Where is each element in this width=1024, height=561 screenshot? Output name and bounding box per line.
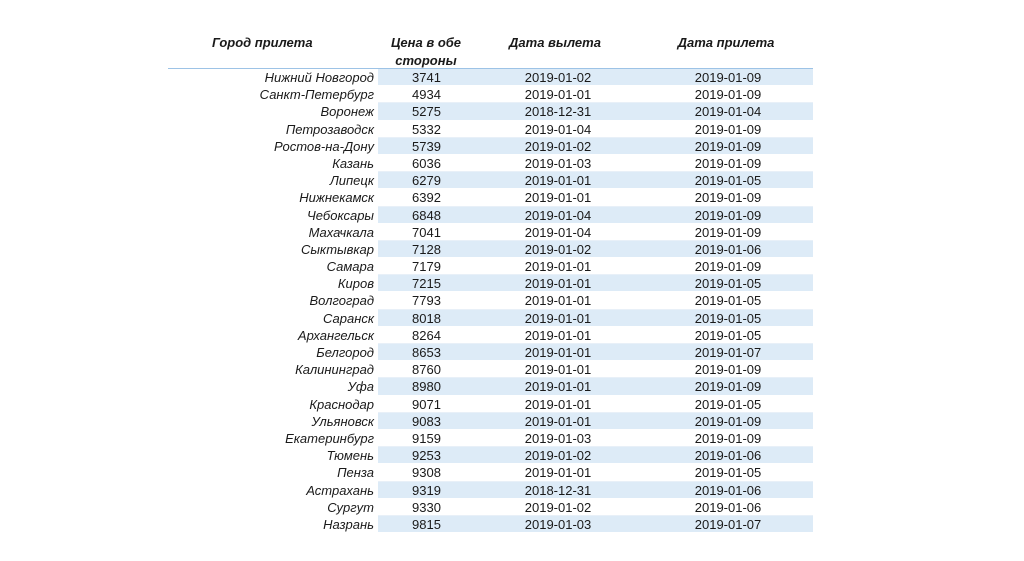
arrival-date-cell: 2019-01-09	[694, 190, 762, 206]
price-cell: 9159	[412, 430, 441, 446]
departure-date-cell: 2019-01-01	[524, 310, 592, 326]
table-row	[168, 275, 813, 292]
arrival-date-cell: 2019-01-07	[694, 516, 762, 532]
departure-date-cell: 2019-01-02	[524, 138, 592, 154]
price-cell: 5275	[412, 104, 441, 120]
departure-date-cell: 2019-01-02	[524, 499, 592, 515]
departure-date-cell: 2019-01-01	[524, 362, 592, 378]
city-cell: Санкт-Петербург	[259, 87, 374, 103]
table-row	[168, 516, 813, 533]
city-cell: Чебоксары	[306, 207, 374, 223]
price-cell: 3741	[412, 70, 441, 85]
arrival-date-cell: 2019-01-05	[694, 396, 762, 412]
table-row	[168, 310, 813, 327]
price-cell: 9083	[412, 413, 441, 429]
price-cell: 6392	[412, 190, 441, 206]
departure-date-cell: 2019-01-01	[524, 413, 592, 429]
table-body	[168, 69, 813, 533]
departure-date-cell: 2019-01-01	[524, 379, 592, 395]
city-cell: Калининград	[295, 362, 374, 378]
price-cell: 8264	[412, 327, 441, 343]
table-row	[168, 292, 813, 309]
city-cell: Нижнекамск	[299, 190, 374, 206]
arrival-date-cell: 2019-01-05	[694, 293, 762, 309]
price-cell: 6036	[412, 155, 441, 171]
table-row	[168, 413, 813, 430]
city-cell: Волгоград	[309, 293, 374, 309]
arrival-date-cell: 2019-01-09	[694, 155, 762, 171]
departure-date-cell: 2019-01-03	[524, 430, 592, 446]
arrival-date-cell: 2019-01-09	[694, 430, 762, 446]
price-cell: 6279	[412, 173, 441, 189]
table-row	[168, 378, 813, 395]
arrival-date-cell: 2019-01-06	[694, 499, 762, 515]
city-cell: Тюмень	[326, 448, 374, 464]
departure-date-cell: 2019-01-04	[524, 207, 592, 223]
departure-date-cell: 2019-01-04	[524, 224, 592, 240]
table-row	[168, 430, 813, 447]
departure-date-cell: 2019-01-02	[524, 70, 592, 85]
arrival-date-cell: 2019-01-06	[694, 448, 762, 464]
city-cell: Сыктывкар	[300, 241, 374, 257]
header-city: Город прилета	[212, 35, 313, 50]
table-row	[168, 155, 813, 172]
table-row	[168, 189, 813, 206]
table-row	[168, 224, 813, 241]
price-cell: 7179	[412, 259, 441, 275]
city-cell: Астрахань	[306, 482, 374, 498]
table-row	[168, 482, 813, 499]
city-cell: Сургут	[327, 499, 374, 515]
departure-date-cell: 2018-12-31	[524, 482, 592, 498]
departure-date-cell: 2019-01-01	[524, 87, 592, 103]
arrival-date-cell: 2019-01-07	[694, 345, 762, 360]
price-cell: 5739	[412, 138, 441, 154]
table-row	[168, 327, 813, 344]
arrival-date-cell: 2019-01-09	[694, 121, 762, 137]
arrival-date-cell: 2019-01-09	[694, 362, 762, 378]
table-row	[168, 258, 813, 275]
arrival-date-cell: 2019-01-09	[694, 138, 762, 154]
city-cell: Назрань	[323, 516, 374, 532]
price-cell: 9815	[412, 516, 441, 532]
header-price: Цена в обе стороны	[390, 35, 462, 68]
price-cell: 8018	[412, 310, 441, 326]
price-cell: 7041	[412, 224, 441, 240]
arrival-date-cell: 2019-01-09	[694, 379, 762, 395]
arrival-date-cell: 2019-01-05	[694, 465, 762, 481]
city-cell: Петрозаводск	[285, 121, 374, 137]
table-row	[168, 138, 813, 155]
city-cell: Нижний Новгород	[264, 70, 374, 85]
city-cell: Уфа	[347, 379, 374, 395]
arrival-date-cell: 2019-01-09	[694, 70, 762, 85]
arrival-date-cell: 2019-01-05	[694, 276, 762, 292]
arrival-date-cell: 2019-01-09	[694, 87, 762, 103]
table-row	[168, 447, 813, 464]
price-cell: 9330	[412, 499, 441, 515]
departure-date-cell: 2019-01-01	[524, 173, 592, 189]
arrival-date-cell: 2019-01-09	[694, 259, 762, 275]
departure-date-cell: 2019-01-01	[524, 396, 592, 412]
table-row	[168, 396, 813, 413]
city-cell: Ульяновск	[311, 413, 374, 429]
departure-date-cell: 2019-01-01	[524, 276, 592, 292]
city-cell: Киров	[337, 276, 374, 292]
departure-date-cell: 2019-01-02	[524, 448, 592, 464]
city-cell: Белгород	[316, 345, 374, 360]
departure-date-cell: 2019-01-03	[524, 155, 592, 171]
price-cell: 8980	[412, 379, 441, 395]
price-cell: 7215	[412, 276, 441, 292]
table-row	[168, 86, 813, 103]
departure-date-cell: 2019-01-01	[524, 293, 592, 309]
table-row	[168, 361, 813, 378]
arrival-date-cell: 2019-01-06	[694, 241, 762, 257]
departure-date-cell: 2019-01-01	[524, 190, 592, 206]
price-cell: 9319	[412, 482, 441, 498]
city-cell: Липецк	[329, 173, 374, 189]
header-departure-date: Дата вылета	[509, 35, 601, 50]
departure-date-cell: 2018-12-31	[524, 104, 592, 120]
price-cell: 6848	[412, 207, 441, 223]
city-cell: Архангельск	[297, 327, 374, 343]
arrival-date-cell: 2019-01-05	[694, 310, 762, 326]
header-arrival-date: Дата прилета	[677, 35, 775, 50]
price-cell: 9308	[412, 465, 441, 481]
table-row	[168, 103, 813, 120]
price-cell: 8760	[412, 362, 441, 378]
price-cell: 4934	[412, 87, 441, 103]
city-cell: Ростов-на-Дону	[273, 138, 374, 154]
city-cell: Екатеринбург	[285, 430, 374, 446]
table-row	[168, 344, 813, 361]
price-cell: 9071	[412, 396, 441, 412]
arrival-date-cell: 2019-01-09	[694, 207, 762, 223]
price-cell: 7793	[412, 293, 441, 309]
departure-date-cell: 2019-01-01	[524, 259, 592, 275]
table-row	[168, 499, 813, 516]
departure-date-cell: 2019-01-01	[524, 327, 592, 343]
arrival-date-cell: 2019-01-05	[694, 173, 762, 189]
arrival-date-cell: 2019-01-09	[694, 413, 762, 429]
departure-date-cell: 2019-01-02	[524, 241, 592, 257]
table-row	[168, 172, 813, 189]
arrival-date-cell: 2019-01-06	[694, 482, 762, 498]
arrival-date-cell: 2019-01-04	[694, 104, 762, 120]
departure-date-cell: 2019-01-04	[524, 121, 592, 137]
city-cell: Пенза	[337, 465, 374, 481]
table-row	[168, 121, 813, 138]
city-cell: Воронеж	[320, 104, 374, 120]
city-cell: Саранск	[322, 310, 374, 326]
price-cell: 8653	[412, 345, 441, 360]
departure-date-cell: 2019-01-01	[524, 465, 592, 481]
price-cell: 5332	[412, 121, 441, 137]
departure-date-cell: 2019-01-03	[524, 516, 592, 532]
city-cell: Махачкала	[308, 224, 374, 240]
departure-date-cell: 2019-01-01	[524, 345, 592, 360]
city-cell: Казань	[332, 155, 374, 171]
price-cell: 7128	[412, 241, 441, 257]
city-cell: Самара	[326, 259, 374, 275]
price-cell: 9253	[412, 448, 441, 464]
arrival-date-cell: 2019-01-09	[694, 224, 762, 240]
table-row	[168, 69, 813, 86]
city-cell: Краснодар	[309, 396, 374, 412]
arrival-date-cell: 2019-01-05	[694, 327, 762, 343]
table-row	[168, 464, 813, 481]
table-row	[168, 207, 813, 224]
table-row	[168, 241, 813, 258]
